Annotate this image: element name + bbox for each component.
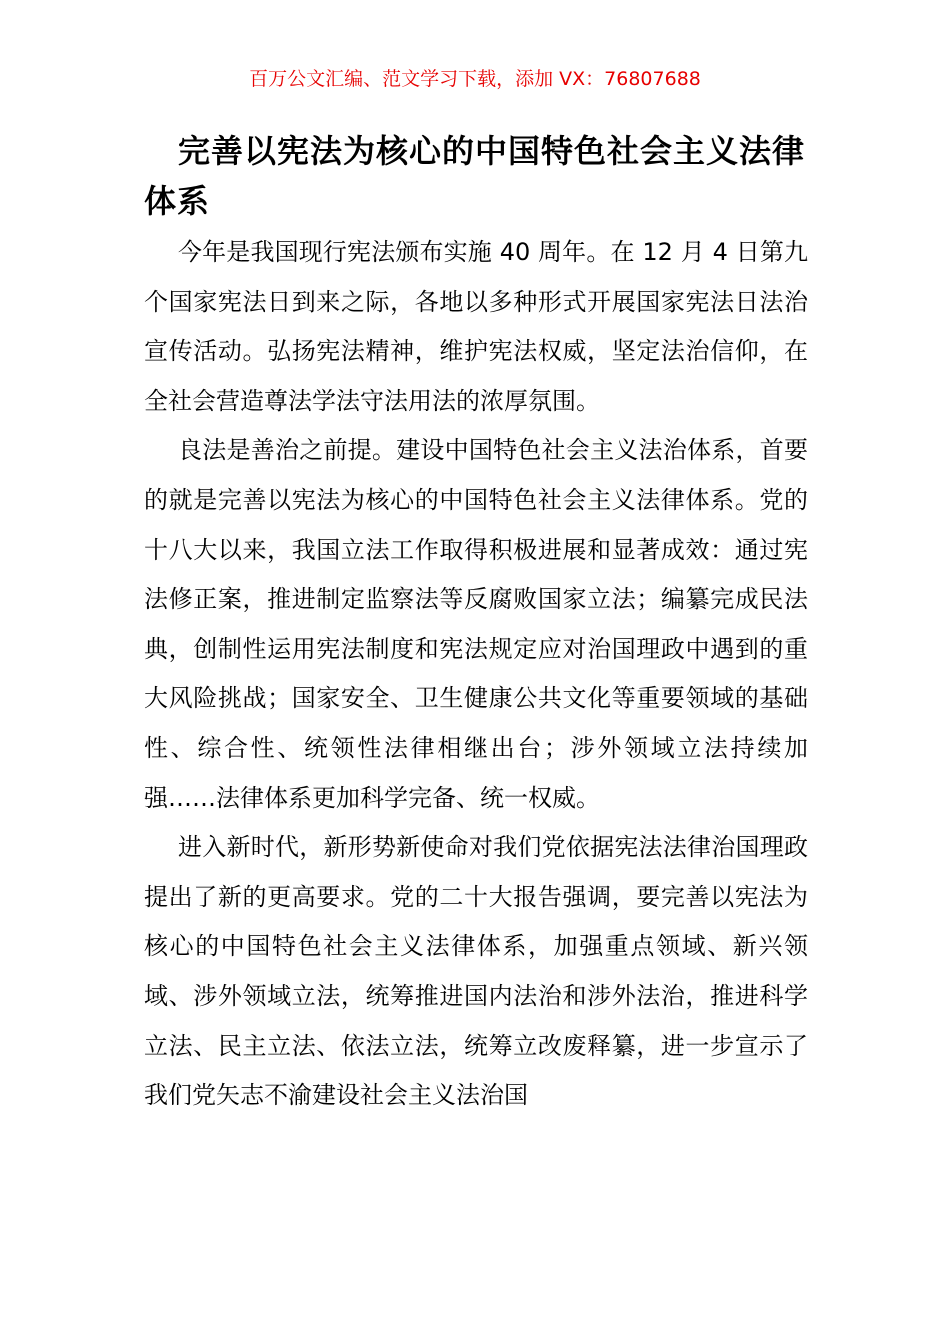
paragraph-2: 良法是善治之前提。建设中国特色社会主义法治体系，首要的就是完善以宪法为核心的中国特色社会主义法律体系。党的十八大以来，我国立法工作取得积极进展和显著成效：通过宪法修正案，推进制定监察法等反腐败国家立法；编纂完成民法典，创制性运用宪法制度和宪法规定应对治国理政中遇到的重大风险挑战；国家安全、卫生健康公共文化等重要领域的基础性、综合性、统领性法律相继出台；涉外领域立法持续加强……法律体系更加科学完备、统一权威。: [144, 436, 808, 812]
document-body: [144, 228, 808, 1121]
paragraph-3: 进入新时代，新形势新使命对我们党依据宪法法律治国理政提出了新的更高要求。党的二十大报告强调，要完善以宪法为核心的中国特色社会主义法律体系，加强重点领域、新兴领域、涉外领域立法，统筹推进国内法治和涉外法治，推进科学立法、民主立法、依法立法，统筹立改废释纂，进一步宣示了我们党矢志不渝建设社会主义法治国: [144, 833, 808, 1110]
paragraph-1: 今年是我国现行宪法颁布实施 40 周年。在 12 月 4 日第九个国家宪法日到来之际，各地以多种形式开展国家宪法日法治宣传活动。弘扬宪法精神，维护宪法权威，坚定法治信仰，在全社会营造尊法学法守法用法的浓厚氛围。: [144, 238, 808, 415]
document-title: 完善以宪法为核心的中国特色社会主义法律体系: [144, 132, 806, 220]
header-promo-note: 百万公文汇编、范文学习下载，添加 VX：76807688: [249, 68, 701, 90]
